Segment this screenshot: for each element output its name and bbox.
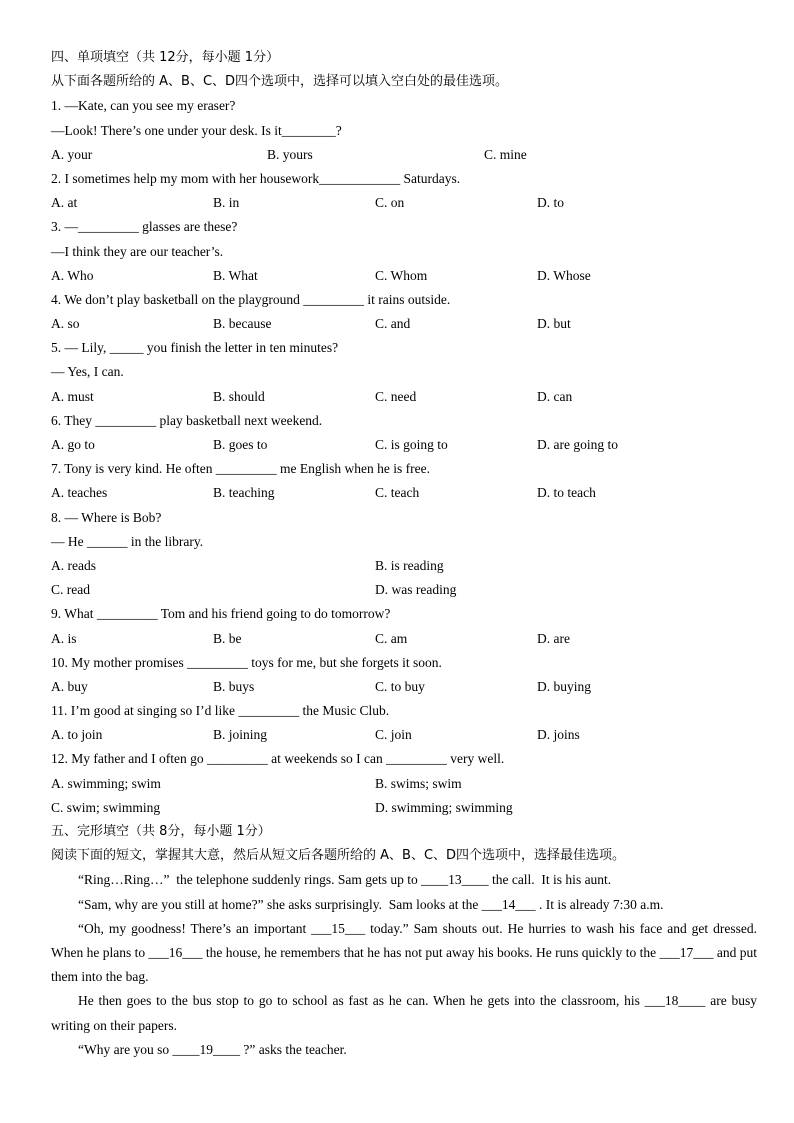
cloze-passage (51, 868, 761, 1062)
question-item (51, 747, 757, 820)
answer-option: B. yours (267, 146, 313, 162)
passage-paragraph: “Why are you so ____19____ ?” asks the teacher. (78, 1041, 347, 1057)
question-text: 3. —_________ glasses are these? (51, 219, 238, 235)
answer-option: B. joining (213, 727, 268, 743)
question-item (51, 288, 757, 336)
answer-option: A. is (51, 630, 77, 646)
option-row (51, 481, 757, 505)
question-text: —I think they are our teacher’s. (51, 243, 224, 259)
answer-option: B. swims; swim (375, 775, 462, 791)
answer-option: B. What (213, 267, 258, 283)
question-list (51, 94, 757, 820)
option-row (51, 385, 757, 409)
option-row (51, 578, 757, 602)
section-instruction: 从下面各题所给的 A、B、C、D四个选项中，选择可以填入空白处的最佳选项。 (51, 74, 509, 90)
option-row (51, 772, 757, 796)
answer-option: A. go to (51, 437, 95, 452)
question-text: 10. My mother promises _________ toys for me, but she forgets it soon. (51, 654, 442, 670)
passage-paragraph: “Oh, my goodness! There’s an important ___15___ today.” Sam shouts out. He hurries to wash his face and get dressed. When he plans to ___16___ the house, he remembers that he has not put away his books. He runs quickly to the ___17___ and put them into the bag. (51, 920, 761, 985)
answer-option: D. buying (537, 678, 591, 694)
question-text: 5. — Lily, _____ you finish the letter in ten minutes? (51, 340, 339, 356)
question-text: 11. I’m good at singing so I’d like _________ the Music Club. (51, 703, 390, 719)
question-text: — Yes, I can. (51, 364, 124, 380)
answer-option: D. was reading (375, 582, 457, 598)
answer-option: B. because (213, 316, 272, 332)
question-text: 12. My father and I often go _________ at weekends so I can _________ very well. (51, 751, 505, 767)
option-row (51, 554, 757, 578)
answer-option: C. swim; swimming (51, 799, 161, 815)
question-item (51, 409, 757, 457)
answer-option: B. buys (213, 678, 255, 694)
answer-option: D. are (537, 630, 570, 646)
answer-option: B. should (213, 388, 265, 404)
question-text: 4. We don’t play basketball on the playground _________ it rains outside. (51, 291, 451, 307)
answer-option: C. need (375, 388, 417, 404)
option-row (51, 627, 757, 651)
answer-option: C. to buy (375, 678, 425, 694)
question-item (51, 651, 757, 699)
answer-option: C. am (375, 630, 408, 646)
passage-paragraph: “Sam, why are you still at home?” she asks surprisingly. Sam looks at the ___14___ . It is already 7:30 a.m. (78, 896, 664, 912)
answer-option: A. Who (51, 267, 94, 283)
option-row (51, 723, 757, 747)
question-item (51, 336, 757, 409)
answer-option: B. be (213, 630, 242, 646)
answer-option: A. to join (51, 727, 103, 743)
question-item (51, 506, 757, 603)
answer-option: A. your (51, 146, 93, 162)
section-instruction: 阅读下面的短文，掌握其大意，然后从短文后各题所给的 A、B、C、D四个选项中，选择最佳选项。 (51, 848, 626, 864)
answer-option: A. must (51, 388, 94, 404)
answer-option: D. to (537, 195, 564, 211)
question-item (51, 457, 757, 505)
option-row (51, 312, 757, 336)
answer-option: C. Whom (375, 267, 428, 283)
question-text: 6. They _________ play basketball next weekend. (51, 412, 323, 428)
answer-option: A. at (51, 195, 78, 211)
passage-paragraph: “Ring…Ring…” the telephone suddenly rings. Sam gets up to ____13____ the call. It is his aunt. (78, 872, 612, 888)
question-item (51, 699, 757, 747)
question-text: 1. —Kate, can you see my eraser? (51, 98, 236, 114)
question-text: — He ______ in the library. (51, 533, 204, 549)
answer-option: D. but (537, 316, 571, 332)
option-row (51, 191, 757, 215)
option-row (51, 796, 757, 820)
answer-option: B. teaching (213, 485, 275, 501)
answer-option: A. reads (51, 557, 96, 573)
answer-option: D. Whose (537, 267, 591, 283)
question-text: 8. — Where is Bob? (51, 509, 162, 525)
answer-option: A. buy (51, 678, 88, 694)
answer-option: C. and (375, 316, 411, 332)
question-text: —Look! There’s one under your desk. Is it________? (51, 122, 342, 138)
question-item (51, 602, 757, 650)
answer-option: A. swimming; swim (51, 775, 161, 791)
passage-paragraph: He then goes to the bus stop to go to school as fast as he can. When he gets into the classroom, his ___18____ are busy writing on their papers. (51, 993, 761, 1033)
answer-option: C. teach (375, 485, 420, 501)
answer-option: D. joins (537, 727, 580, 743)
section-heading: 五、完形填空（共 8分，每小题 1分） (51, 824, 271, 839)
option-row (51, 433, 757, 457)
question-text: 2. I sometimes help my mom with her housework____________ Saturdays. (51, 170, 461, 186)
answer-option: C. read (51, 582, 90, 598)
question-item (51, 215, 757, 288)
exam-page (51, 46, 761, 1062)
answer-option: C. is going to (375, 437, 448, 452)
answer-option: A. so (51, 316, 80, 332)
option-row (51, 143, 757, 167)
option-row (51, 264, 757, 288)
answer-option: D. can (537, 388, 573, 404)
question-item (51, 94, 757, 167)
answer-option: D. to teach (537, 485, 596, 501)
answer-option: B. goes to (213, 437, 268, 452)
answer-option: B. is reading (375, 557, 444, 573)
question-text: 7. Tony is very kind. He often _________ me English when he is free. (51, 461, 430, 477)
answer-option: D. are going to (537, 437, 618, 452)
question-item (51, 167, 757, 215)
section-heading: 四、单项填空（共 12分，每小题 1分） (51, 50, 280, 65)
answer-option: B. in (213, 195, 240, 211)
option-row (51, 675, 757, 699)
answer-option: C. join (375, 727, 412, 743)
answer-option: D. swimming; swimming (375, 799, 513, 815)
answer-option: C. mine (484, 146, 527, 162)
answer-option: A. teaches (51, 485, 108, 501)
question-text: 9. What _________ Tom and his friend going to do tomorrow? (51, 606, 391, 622)
answer-option: C. on (375, 195, 405, 211)
